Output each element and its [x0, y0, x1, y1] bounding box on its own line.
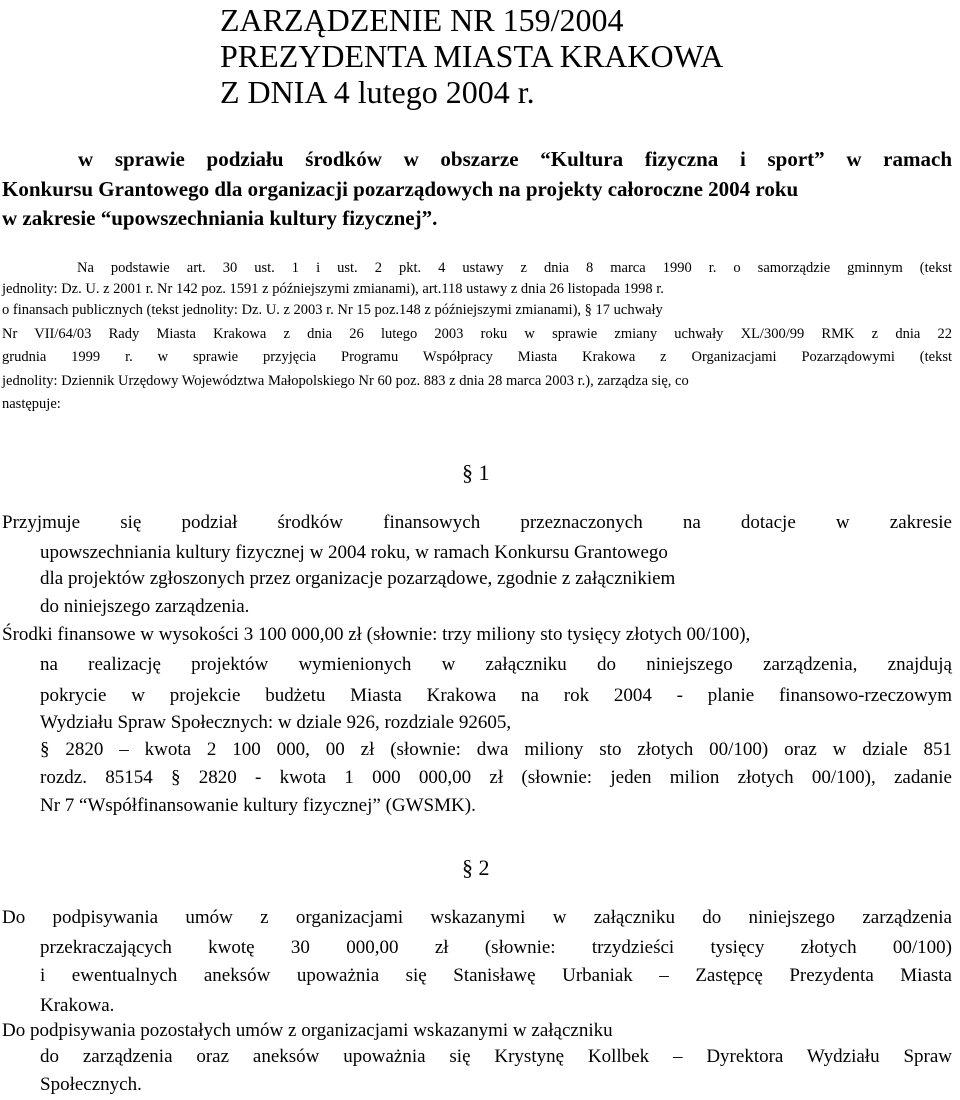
section-2-p2-line-1: Do podpisywania pozostałych umów z organizacjami wskazanymi w załączniku	[2, 1020, 613, 1041]
section-2-p2-line-2: do zarządzenia oraz aneksów upoważnia się Krystynę Kollbek – Dyrektora Wydziału Spraw	[40, 1046, 952, 1067]
section-2-p1-line-2: przekraczających kwotę 30 000,00 zł (słownie: trzydzieści tysięcy złotych 00/100)	[40, 937, 952, 958]
section-2-p1-line-1: Do podpisywania umów z organizacjami wskazanymi w załączniku do niniejszego zarządzenia	[2, 907, 952, 928]
legal-basis-line-7: następuje:	[2, 396, 61, 412]
section-1-p2-line-4: Wydziału Spraw Społecznych: w dziale 926, rozdziale 92605,	[40, 712, 512, 733]
legal-basis-line-3: o finansach publicznych (tekst jednolity: Dz. U. z 2003 r. Nr 15 poz.148 z późniejszymi zmianami), § 17 uchwały	[2, 302, 663, 318]
section-2-p1-line-4: Krakowa.	[40, 995, 115, 1016]
subject-line-2: Konkursu Grantowego dla organizacji pozarządowych na projekty całoroczne 2004 roku	[2, 177, 799, 201]
section-1-p1-line-3: dla projektów zgłoszonych przez organizacje pozarządowe, zgodnie z załącznikiem	[40, 568, 676, 589]
section-1-p2-line-3: pokrycie w projekcie budżetu Miasta Krakowa na rok 2004 - planie finansowo-rzeczowym	[40, 685, 952, 706]
section-1-p1-line-1: Przyjmuje się podział środków finansowych przeznaczonych na dotacje w zakresie	[2, 512, 952, 533]
title-line-2: PREZYDENTA MIASTA KRAKOWA	[220, 38, 724, 74]
legal-basis-line-4: Nr VII/64/03 Rady Miasta Krakowa z dnia 26 lutego 2003 roku w sprawie zmiany uchwały XL/300/99 RMK z dnia 22	[2, 326, 952, 342]
subject-line-1: w sprawie podziału środków w obszarze “Kultura fizyczna i sport” w ramach	[78, 147, 952, 171]
section-1-p1-line-4: do niniejszego zarządzenia.	[40, 596, 250, 617]
legal-basis-line-2: jednolity: Dz. U. z 2001 r. Nr 142 poz. 1591 z późniejszymi zmianami), art.118 ustawy z dnia 26 listopada 1998 r.	[2, 281, 664, 297]
section-1-p1-line-2: upowszechniania kultury fizycznej w 2004 roku, w ramach Konkursu Grantowego	[40, 542, 668, 563]
section-1-p2-line-5: § 2820 – kwota 2 100 000, 00 zł (słownie: dwa miliony sto złotych 00/100) oraz w dziale 851	[40, 739, 952, 760]
title-line-1: ZARZĄDZENIE NR 159/2004	[220, 2, 624, 38]
legal-basis-line-1: Na podstawie art. 30 ust. 1 i ust. 2 pkt. 4 ustawy z dnia 8 marca 1990 r. o samorządzie gminnym (tekst	[77, 260, 952, 276]
section-2-p2-line-3: Społecznych.	[40, 1074, 142, 1095]
section-2-heading: § 2	[462, 855, 490, 880]
legal-basis-line-6: jednolity: Dziennik Urzędowy Województwa Małopolskiego Nr 60 poz. 883 z dnia 28 marca 2003 r.), zarządza się, co	[2, 373, 689, 389]
legal-basis-line-5: grudnia 1999 r. w sprawie przyjęcia Programu Współpracy Miasta Krakowa z Organizacjami Pozarządowymi (tekst	[2, 349, 952, 365]
section-1-heading: § 1	[462, 460, 490, 485]
title-line-3: Z DNIA 4 lutego 2004 r.	[220, 74, 535, 110]
section-1-p2-line-2: na realizację projektów wymienionych w załączniku do niniejszego zarządzenia, znajdują	[40, 654, 952, 675]
section-2-p1-line-3: i ewentualnych aneksów upoważnia się Stanisławę Urbaniak – Zastępcę Prezydenta Miasta	[40, 965, 952, 986]
section-1-p2-line-6: rozdz. 85154 § 2820 - kwota 1 000 000,00 zł (słownie: jeden milion złotych 00/100), zadanie	[40, 767, 952, 788]
section-1-p2-line-7: Nr 7 “Współfinansowanie kultury fizycznej” (GWSMK).	[40, 795, 476, 816]
subject-line-3: w zakresie “upowszechniania kultury fizycznej”.	[2, 206, 438, 230]
section-1-p2-line-1: Środki finansowe w wysokości 3 100 000,00 zł (słownie: trzy miliony sto tysięcy złotych 00/100),	[2, 624, 751, 645]
